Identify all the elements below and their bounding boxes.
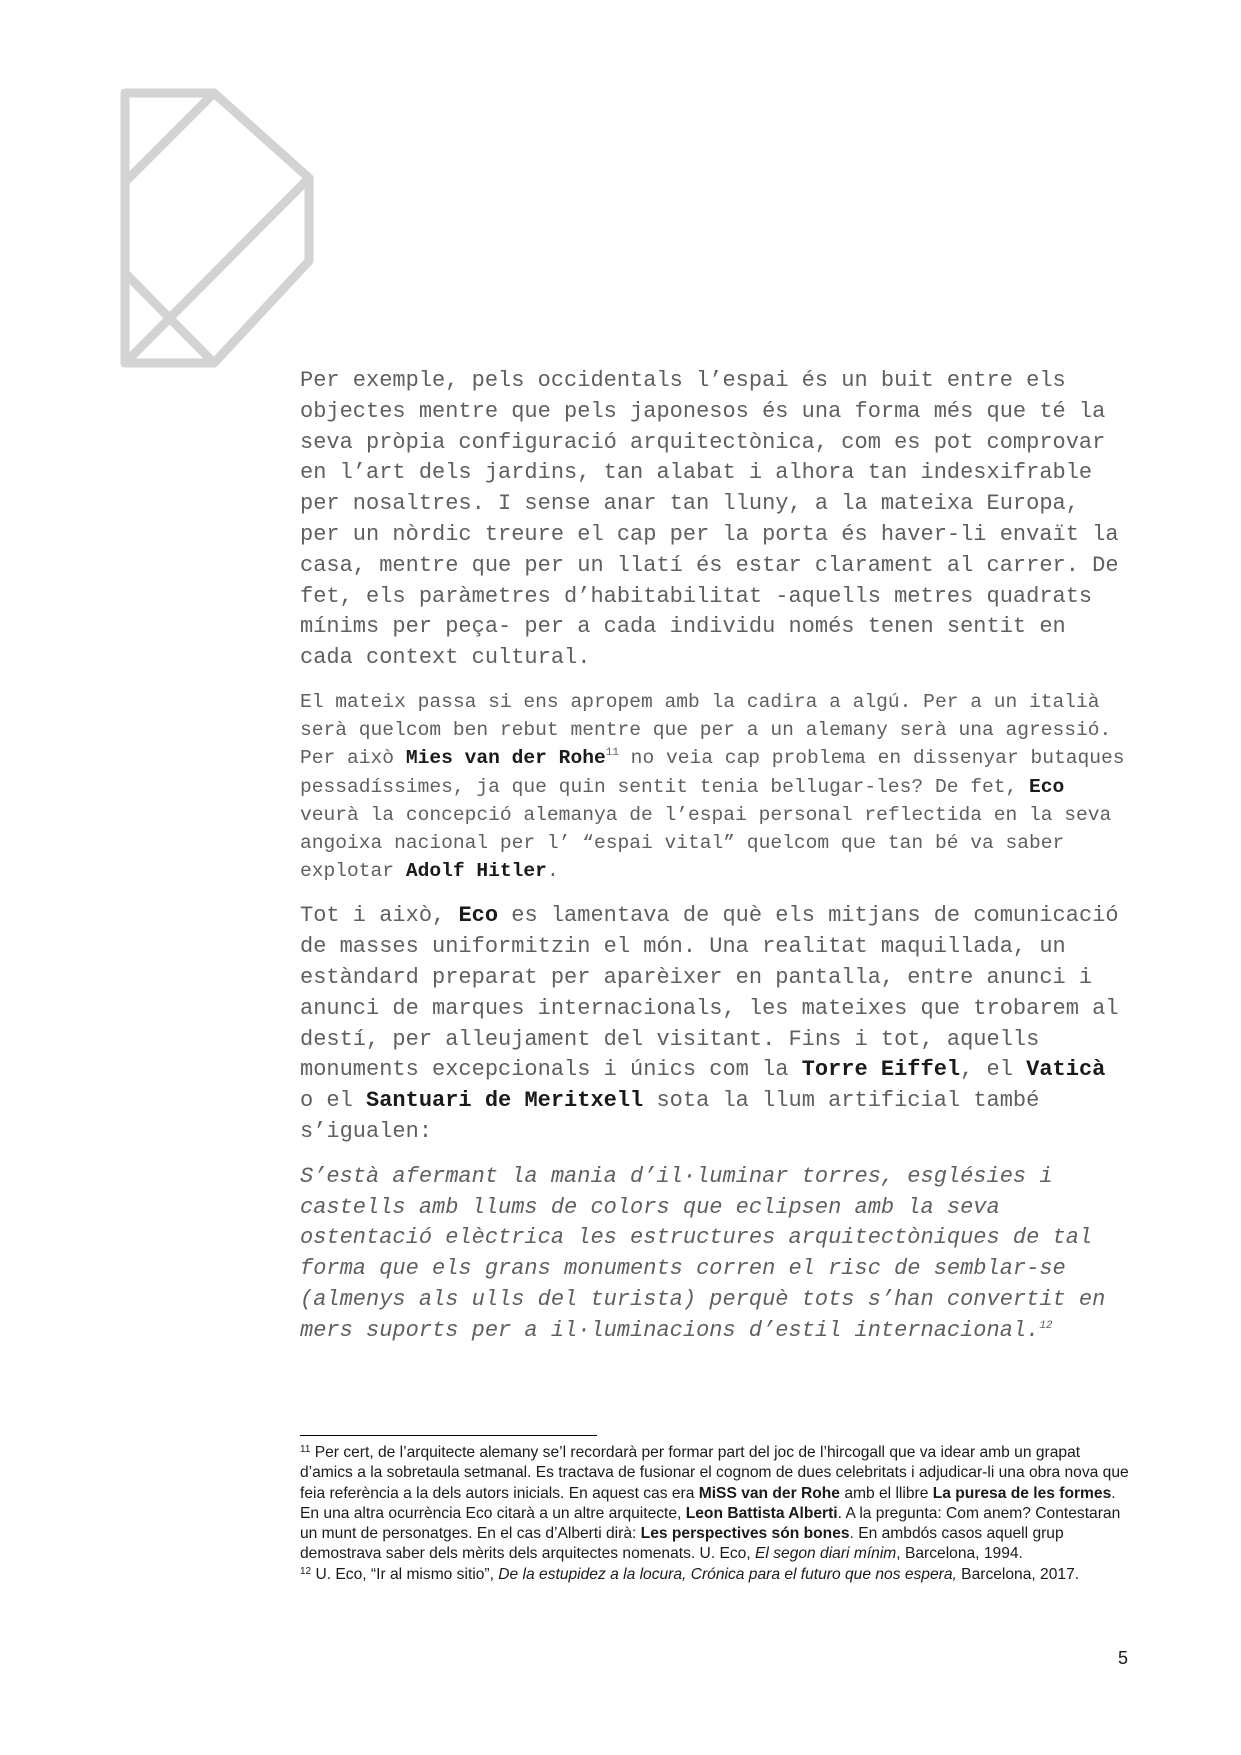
- paragraph: Per exemple, pels occidentals l’espai és un buit entre els objectes mentre que pels japonesos és una forma més que té la seva pròpia configuració arquitectònica, com es pot comprovar en l’art dels jardins, tan alabat i alhora tan indesxifrable per nosaltres. I sense anar tan lluny, a la mateixa Europa, per un nòrdic treure el cap per la porta és haver-li envaït la casa, mentre que per un llatí és estar clarament al carrer. De fet, els paràmetres d’habitabilitat -aquells metres quadrats mínims per peça- per a cada individu només tenen sentit en cada context cultural.: [300, 368, 1119, 671]
- name-mies-van-der-rohe: Mies van der Rohe: [405, 747, 606, 770]
- name-adolf-hitler: Adolf Hitler: [405, 860, 547, 883]
- name-torre-eiffel: Torre Eiffel: [801, 1057, 961, 1083]
- footnote-12: $^{12}$ U. Eco, “Ir al mismo sitio”, De la estupidez a la locura, Crónica para el futuro que nos espera, Barcelona, 2017.: [300, 1565, 1080, 1583]
- paragraph: El mateix passa si ens apropem amb la cadira a algú. Per a un italià serà quelcom ben rebut mentre que per a un alemany serà una agressió. Per això Mies van der Rohe$^{11}$ no veia cap problema en dissenyar butaques pessadíssimes, ja que quin sentit tenia bellugar-les? De fet, Eco veurà la concepció alemanya de l’espai personal reflectida en la seva angoixa nacional per l’ “espai vital” quelcom que tan bé va saber explotar Adolf Hitler.: [300, 690, 1125, 883]
- name-eco: Eco: [458, 903, 499, 929]
- geometric-outline-logo-icon: [120, 88, 314, 368]
- quote: S’està afermant la mania d’il·luminar torres, esglésies i castells amb llums de colors que eclipsen amb la seva ostentació elèctrica les estructures arquitectòniques de tal forma que els grans monuments corren el risc de semblar-se (almenys als ulls del turista) perquè tots s’han convertit en mers suports per a il·luminacions d’estil internacional.$^{12}$: [300, 1163, 1106, 1343]
- footnote-divider: [300, 1435, 597, 1436]
- footnote-ref-11[interactable]: 11: [605, 747, 619, 760]
- main-text: [300, 366, 1130, 1347]
- page-number: 5: [1118, 1648, 1129, 1668]
- name-santuari-de-meritxell: Santuari de Meritxell: [366, 1088, 644, 1114]
- paragraph: Tot i això, Eco es lamentava de què els mitjans de comunicació de masses uniformitzin el món. Una realitat maquillada, un estàndard preparat per aparèixer en pantalla, entre anunci i anunci de marques internacionals, les mateixes que trobarem al destí, per alleujament del visitant. Fins i tot, aquells monuments excepcionals i únics com la Torre Eiffel, el Vaticà o el Santuari de Meritxell sota la llum artificial també s’igualen:: [300, 903, 1119, 1144]
- footnotes: [300, 1443, 1130, 1585]
- name-eco: Eco: [1029, 775, 1065, 798]
- footnote-ref-12[interactable]: 12: [1039, 1319, 1053, 1332]
- name-vatica: Vaticà: [1026, 1057, 1106, 1083]
- footnote-11: $^{11}$ Per cert, de l’arquitecte alemany se’l recordarà per formar part del joc de l’hircogall que va idear amb un grapat d’amics a la sobretaula setmanal. Es tractava de fusionar el cognom de dues celebritats i adjudicar-li una obra nova que feia referència a la dels autors inicials. En aquest cas era MiSS van der Rohe amb el llibre La puresa de les formes. En una altra ocurrència Eco citarà a un altre arquitecte, Leon Battista Alberti. A la pregunta: Com anem? Contestaran un munt de personatges. En el cas d’Alberti dirà: Les perspectives són bones. En ambdós casos aquell grup demostrava saber dels mèrits dels arquitectes nomenats. U. Eco, El segon diari mínim, Barcelona, 1994.: [300, 1444, 1129, 1563]
